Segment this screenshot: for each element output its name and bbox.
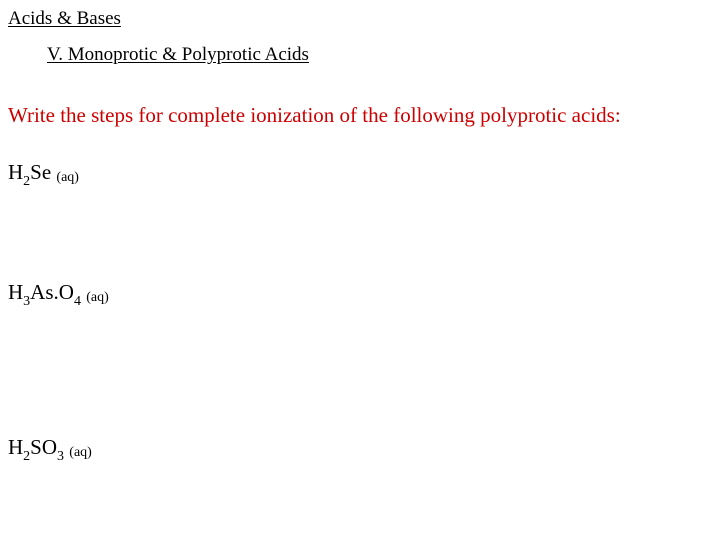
formula-element: H bbox=[8, 160, 24, 184]
formula-subscript: 2 bbox=[23, 449, 31, 464]
formula-element: SO bbox=[30, 435, 58, 459]
formula-state: (aq) bbox=[86, 290, 109, 305]
formula-element: Se bbox=[30, 160, 52, 184]
formula-state: (aq) bbox=[69, 445, 92, 460]
page-title: Acids & Bases bbox=[8, 8, 121, 29]
formula-element: As.O bbox=[30, 280, 74, 304]
formula-h2se bbox=[8, 160, 79, 189]
formula-subscript: 4 bbox=[73, 294, 81, 309]
formula-subscript: 3 bbox=[57, 449, 65, 464]
instruction-text: Write the steps for complete ionization of the following polyprotic acids: bbox=[8, 103, 621, 127]
formula-state: (aq) bbox=[56, 170, 79, 185]
formula-h3aso4 bbox=[8, 280, 109, 309]
formula-element: H bbox=[8, 435, 24, 459]
formula-subscript: 2 bbox=[23, 174, 31, 189]
formula-element: H bbox=[8, 280, 24, 304]
formula-subscript: 3 bbox=[23, 294, 31, 309]
section-subtitle: V. Monoprotic & Polyprotic Acids bbox=[47, 44, 309, 65]
formula-h2so3 bbox=[8, 435, 92, 464]
